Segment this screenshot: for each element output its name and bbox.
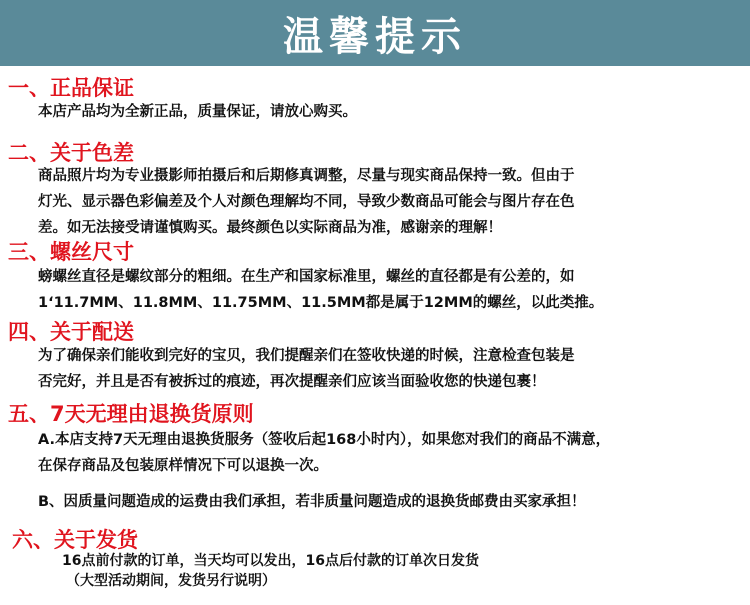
text-line: 为了确保亲们能收到完好的宝贝，我们提醒亲们在签收快递的时候，注意检查包装是 — [38, 348, 575, 364]
section-body-delivery — [38, 343, 746, 395]
text-line: 否完好，并且是否有被拆过的痕迹，再次提醒亲们应该当面验收您的快递包裹！ — [38, 374, 546, 390]
text-line: 1‘11.7MM、11.8MM、11.75MM、11.5MM都是属于12MM的螺丝，以此类推。 — [38, 295, 604, 311]
section-body-color-difference — [38, 163, 746, 241]
section-body-return-policy — [38, 427, 746, 479]
section-body-screw-size — [38, 264, 746, 316]
section-heading-shipping: 六、关于发货 — [12, 528, 138, 552]
section-heading-genuine: 一、正品保证 — [8, 76, 134, 100]
text-line: 商品照片均为专业摄影师拍摄后和后期修真调整，尽量与现实商品保持一致。但由于 — [38, 168, 575, 184]
section-body-return-shipping — [38, 489, 746, 515]
section-body-genuine — [38, 99, 746, 125]
text-line: 螃螺丝直径是螺纹部分的粗细。在生产和国家标准里，螺丝的直径都是有公差的，如 — [38, 269, 575, 285]
text-line: 灯光、显示器色彩偏差及个人对颜色理解均不同，导致少数商品可能会与图片存在色 — [38, 194, 575, 210]
section-heading-delivery: 四、关于配送 — [8, 320, 134, 344]
section-body-shipping — [62, 551, 750, 591]
text-line: 本店产品均为全新正品，质量保证，请放心购买。 — [38, 104, 357, 120]
section-heading-return-policy: 五、7天无理由退换货原则 — [8, 402, 254, 426]
banner — [0, 0, 750, 66]
banner-title: 温馨提示 — [283, 13, 467, 60]
section-heading-screw-size: 三、螺丝尺寸 — [8, 240, 134, 264]
text-line: B、因质量问题造成的运费由我们承担，若非质量问题造成的退换货邮费由买家承担！ — [38, 494, 586, 510]
text-line: A.本店支持7天无理由退换货服务（签收后起168小时内），如果您对我们的商品不满意， — [38, 432, 611, 448]
text-line: 在保存商品及包装原样情况下可以退换一次。 — [38, 458, 328, 474]
section-heading-color-difference: 二、关于色差 — [8, 141, 134, 165]
text-line: 差。如无法接受请谨慎购买。最终颜色以实际商品为准，感谢亲的理解！ — [38, 220, 502, 236]
text-line: （大型活动期间，发货另行说明） — [66, 573, 276, 589]
text-line: 16点前付款的订单，当天均可以发出，16点后付款的订单次日发货 — [62, 553, 479, 569]
